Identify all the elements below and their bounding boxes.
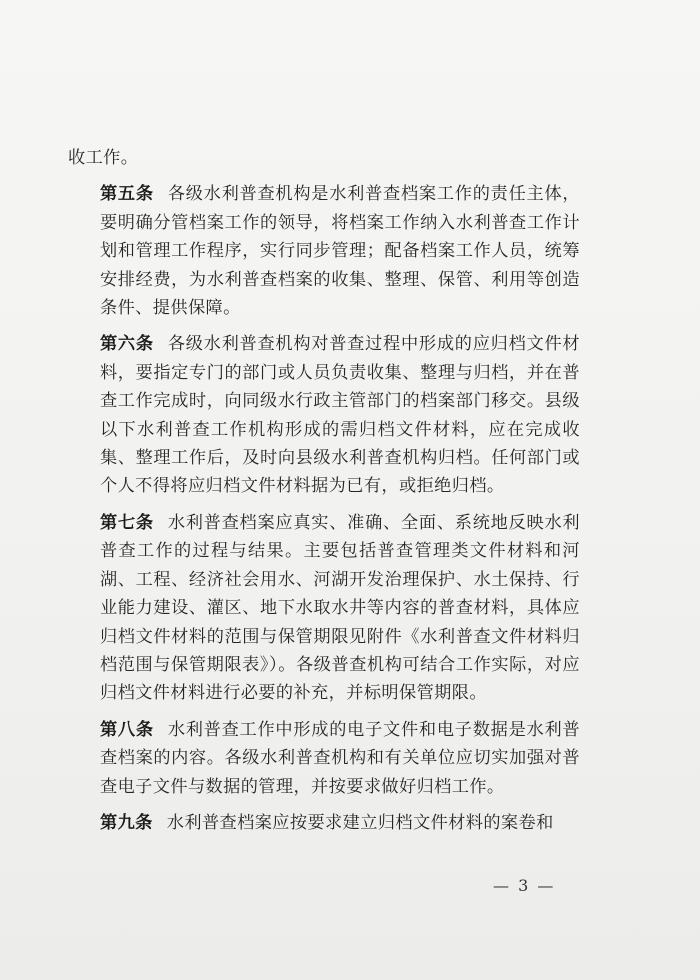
article-5-text: 各级水利普查机构是水利普查档案工作的责任主体，要明确分管档案工作的领导，将档案工作纳入水利普查工作计划和管理工作程序，实行同步管理；配备档案工作人员，统筹安排经费，为水利普查档案的收集、整理、保管、利用等创造条件、提供保障。 (100, 184, 580, 319)
article-5 (100, 180, 580, 322)
article-6-text: 各级水利普查机构对普查过程中形成的应归档文件材料，要指定专门的部门或人员负责收集、整理与归档，并在普查工作完成时，向同级水行政主管部门的档案部门移交。县级以下水利普查工作机构形成的需归档文件材料，应在完成收集、整理工作后，及时向县级水利普查机构归档。任何部门或个人不得将应归档文件材料据为已有，或拒绝归档。 (100, 334, 580, 497)
article-8-heading: 第八条 (100, 719, 154, 740)
article-6 (100, 330, 580, 500)
article-6-heading: 第六条 (100, 334, 154, 355)
article-5-heading: 第五条 (100, 184, 154, 205)
article-7-text: 水利普查档案应真实、准确、全面、系统地反映水利普查工作的过程与结果。主要包括普查管理类文件材料和河湖、工程、经济社会用水、河湖开发治理保护、水土保持、行业能力建设、灌区、地下水取水井等内容的普查材料，具体应归档文件材料的范围与保管期限见附件《水利普查文件材料归档范围与保管期限表》）。各级普查机构可结合工作实际，对应归档文件材料进行必要的补充，并标明保管期限。 (100, 512, 580, 704)
intro-line: 收工作。 (68, 148, 139, 168)
article-9-text: 水利普查档案应按要求建立归档文件材料的案卷和 (166, 812, 554, 833)
article-9-heading: 第九条 (100, 812, 153, 833)
article-8 (100, 716, 580, 801)
article-8-text: 水利普查工作中形成的电子文件和电子数据是水利普查档案的内容。各级水利普查机构和有关单位应切实加强对普查电子文件与数据的管理，并按要求做好归档工作。 (100, 719, 580, 797)
document-body (68, 144, 580, 837)
article-9 (100, 809, 580, 837)
article-7 (100, 509, 580, 708)
article-7-heading: 第七条 (100, 512, 154, 533)
page-number: — 3 — (493, 876, 556, 895)
